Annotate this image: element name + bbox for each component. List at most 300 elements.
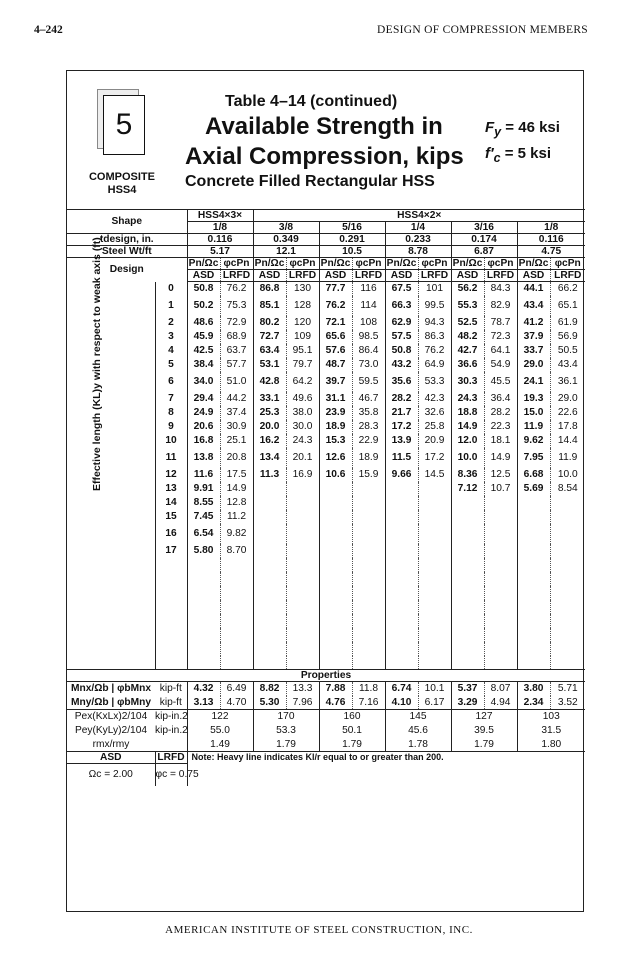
phi-value: φc = 0.75 <box>155 764 187 786</box>
asd-value: 50.8 <box>187 282 220 296</box>
filler-cell <box>220 586 253 600</box>
lrfd-value <box>484 524 517 544</box>
lrfd-value: 78.7 <box>484 316 517 330</box>
filler-cell <box>385 614 418 628</box>
filler-cell <box>187 558 220 572</box>
asd-value: 50.2 <box>187 296 220 316</box>
lrfd-value: 8.54 <box>557 483 578 494</box>
axis-cell <box>67 420 155 434</box>
asd-value: 43.4 <box>517 296 550 316</box>
filler-cell <box>451 586 484 600</box>
filler-cell <box>67 628 155 642</box>
filler-cell <box>67 600 155 614</box>
property2-unit: kip-in.2 <box>155 711 188 723</box>
axis-cell <box>67 448 155 468</box>
running-title: DESIGN OF COMPRESSION MEMBERS <box>377 24 588 36</box>
filler-cell <box>187 656 220 670</box>
asd-value: 24.3 <box>451 392 484 406</box>
property2-label: rmx/rmy <box>92 738 130 750</box>
lrfd-value <box>550 510 585 524</box>
asd-value: 41.2 <box>517 316 550 330</box>
lrfd-value: 116 <box>352 282 385 296</box>
axis-cell <box>67 296 155 316</box>
asd-value <box>517 496 550 510</box>
lrfd-value <box>352 496 385 510</box>
axis-cell <box>67 434 155 448</box>
asd-value <box>451 510 484 524</box>
asd-value: 25.3 <box>253 406 286 420</box>
asd-head: ASD <box>319 270 352 282</box>
lrfd-value: 38.0 <box>286 406 319 420</box>
filler-cell <box>352 600 385 614</box>
lrfd-value: 35.8 <box>352 406 385 420</box>
asd-value: 38.4 <box>187 358 220 372</box>
filler-cell <box>67 572 155 586</box>
axis-cell <box>67 482 155 496</box>
strength-table <box>67 209 585 786</box>
badge-label <box>67 171 177 197</box>
filler-cell <box>385 642 418 656</box>
lrfd-value: 73.0 <box>352 358 385 372</box>
property2-value: 55.0 <box>187 724 253 738</box>
property2-unit <box>155 738 187 752</box>
filler-row <box>67 614 585 628</box>
asd-value: 72.7 <box>253 330 286 344</box>
data-row-kl-16 <box>67 524 585 544</box>
kl-value: 3 <box>155 330 187 344</box>
filler-cell <box>385 628 418 642</box>
asd-value: 28.2 <box>385 392 418 406</box>
lrfd-value: 18.9 <box>352 448 385 468</box>
filler-cell <box>352 572 385 586</box>
asd-value: 56.2 <box>451 282 484 296</box>
group-hss4x3: HSS4×3× <box>187 210 253 222</box>
filler-cell <box>418 656 451 670</box>
lrfd-value: 68.9 <box>220 330 253 344</box>
data-row-kl-2 <box>67 316 585 330</box>
filler-cell <box>286 572 319 586</box>
asd-value: 30.3 <box>451 372 484 392</box>
kl-value: 0 <box>155 282 187 296</box>
asd-value: 24.9 <box>187 406 220 420</box>
lrfd-value <box>286 496 319 510</box>
asd-head: ASD <box>187 270 220 282</box>
lrfd-value: 120 <box>286 316 319 330</box>
steel-wt-2: 10.5 <box>319 246 385 258</box>
asd-value: 14.9 <box>451 420 484 434</box>
lrfd-value: 98.5 <box>352 330 385 344</box>
asd-value: 21.7 <box>385 406 418 420</box>
asd-value <box>385 496 418 510</box>
filler-cell <box>155 586 187 600</box>
asd-value <box>319 482 352 496</box>
lrfd-value <box>286 544 319 558</box>
asd-value: 63.4 <box>253 344 286 358</box>
lrfd-footer: LRFD <box>155 752 187 764</box>
asd-value <box>517 524 550 544</box>
asd-value <box>385 482 418 496</box>
filler-cell <box>517 614 550 628</box>
property2-value: 1.79 <box>451 738 517 752</box>
lrfd-value: 15.9 <box>352 468 385 482</box>
asd-value: 11.6 <box>187 468 220 482</box>
kl-value: 1 <box>155 296 187 316</box>
asd-footer: ASD <box>67 752 155 764</box>
data-row-kl-15 <box>67 510 585 524</box>
lrfd-value: 30.0 <box>286 420 319 434</box>
pn-lrfd-head: φcPn <box>550 258 585 270</box>
filler-cell <box>517 642 550 656</box>
lrfd-value <box>286 524 319 544</box>
pn-asd-head: Pn/Ωc <box>518 258 549 269</box>
kl-value: 12 <box>155 468 187 482</box>
table-number: Table 4–14 (continued) <box>225 93 398 110</box>
lrfd-value <box>418 524 451 544</box>
t-design-1: 0.349 <box>253 234 319 246</box>
steel-wt-1: 12.1 <box>253 246 319 258</box>
filler-cell <box>451 614 484 628</box>
property-label: Mnx/Ωb | φbMnx <box>71 683 151 695</box>
filler-row <box>67 558 585 572</box>
property-value: 2.34 <box>517 696 550 710</box>
badge-label-line1: COMPOSITE <box>88 171 155 183</box>
filler-cell <box>253 642 286 656</box>
group-hss4x2: HSS4×2× <box>253 210 585 222</box>
asd-value: 7.45 <box>187 510 220 524</box>
lrfd-value <box>352 544 385 558</box>
asd-value: 37.9 <box>517 330 550 344</box>
asd-value: 55.3 <box>451 296 484 316</box>
data-row-kl-3 <box>67 330 585 344</box>
axis-cell <box>67 544 155 558</box>
property-value: 13.3 <box>286 682 319 696</box>
lrfd-value: 101 <box>418 282 451 296</box>
fc-text: = 5 ksi <box>504 145 552 162</box>
asd-value: 8.36 <box>451 468 484 482</box>
filler-cell <box>253 614 286 628</box>
filler-cell <box>385 572 418 586</box>
property2-row <box>67 738 585 752</box>
lrfd-value <box>550 524 585 544</box>
data-row-kl-1 <box>67 296 585 316</box>
data-row-kl-6 <box>67 372 585 392</box>
filler-cell <box>220 614 253 628</box>
asd-value: 50.8 <box>385 344 418 358</box>
property2-value: 39.5 <box>451 724 517 738</box>
data-row-kl-7 <box>67 392 585 406</box>
omega-value: Ωc = 2.00 <box>67 764 155 786</box>
asd-value: 16.2 <box>253 434 286 448</box>
property-value: 4.70 <box>220 696 253 710</box>
lrfd-value <box>550 544 585 558</box>
lrfd-value <box>418 544 451 558</box>
lrfd-value: 14.5 <box>418 468 451 482</box>
filler-cell <box>451 656 484 670</box>
filler-cell <box>220 558 253 572</box>
filler-cell <box>286 614 319 628</box>
lrfd-value: 44.2 <box>220 392 253 406</box>
asd-value: 66.3 <box>385 296 418 316</box>
filler-cell <box>484 642 517 656</box>
filler-cell <box>286 628 319 642</box>
property-unit: kip-ft <box>155 696 187 710</box>
lrfd-value: 109 <box>286 330 319 344</box>
kl-value: 9 <box>155 420 187 434</box>
asd-head: ASD <box>517 270 550 282</box>
asd-value: 5.69 <box>517 482 550 496</box>
lrfd-value: 128 <box>286 296 319 316</box>
asd-value: 7.12 <box>451 482 484 496</box>
thickness-3: 1/4 <box>385 222 451 234</box>
lrfd-value: 82.9 <box>484 296 517 316</box>
lrfd-value: 108 <box>352 316 385 330</box>
filler-cell <box>286 656 319 670</box>
lrfd-value: 50.5 <box>557 345 578 356</box>
filler-row <box>67 656 585 670</box>
property-value: 3.13 <box>187 696 220 710</box>
asd-value: 48.7 <box>319 358 352 372</box>
lrfd-value <box>352 510 385 524</box>
property2-row <box>67 710 585 724</box>
property-value: 6.74 <box>385 682 418 696</box>
filler-cell <box>550 642 585 656</box>
lrfd-value: 54.9 <box>484 358 517 372</box>
lrfd-value: 79.7 <box>286 358 319 372</box>
kl-value: 6 <box>155 372 187 392</box>
property-value: 3.29 <box>451 696 484 710</box>
filler-row <box>67 642 585 656</box>
lrfd-head: LRFD <box>220 270 253 282</box>
tdesign-row <box>67 234 585 246</box>
lrfd-value: 18.1 <box>484 434 517 448</box>
properties-label: Properties <box>67 670 585 682</box>
property2-label: Pey(KyLy)2/104 <box>74 725 148 736</box>
asd-value: 9.91 <box>187 482 220 496</box>
data-row-kl-10 <box>67 434 585 448</box>
asd-value: 18.8 <box>451 406 484 420</box>
filler-cell <box>517 656 550 670</box>
asd-value: 16.8 <box>187 434 220 448</box>
thickness-1: 3/8 <box>253 222 319 234</box>
asd-value: 13.9 <box>385 434 418 448</box>
data-row-kl-8 <box>67 406 585 420</box>
lrfd-value <box>418 496 451 510</box>
pn-asd-head: Pn/Ωc <box>254 258 285 269</box>
filler-cell <box>155 614 187 628</box>
asd-value <box>319 544 352 558</box>
asd-value <box>319 510 352 524</box>
lrfd-value <box>352 524 385 544</box>
asd-head: ASD <box>253 270 286 282</box>
lrfd-value <box>286 482 319 496</box>
property-value: 3.52 <box>557 696 578 708</box>
asd-value <box>253 544 286 558</box>
property2-value: 127 <box>451 710 517 724</box>
asd-value: 6.54 <box>187 524 220 544</box>
steel-wt-label: Steel Wt/ft <box>67 246 187 258</box>
asd-value <box>451 496 484 510</box>
lrfd-value: 49.6 <box>286 392 319 406</box>
asd-value <box>253 510 286 524</box>
filler-cell <box>517 600 550 614</box>
pn-lrfd-head: φcPn <box>418 258 451 270</box>
table-subtitle: Concrete Filled Rectangular HSS <box>185 173 435 190</box>
property-row <box>67 696 585 710</box>
asd-value: 18.9 <box>319 420 352 434</box>
asd-value: 19.3 <box>517 392 550 406</box>
lrfd-value <box>550 496 585 510</box>
lrfd-value: 84.3 <box>484 282 517 296</box>
property-value: 4.10 <box>385 696 418 710</box>
filler-cell <box>550 558 585 572</box>
t-design-3: 0.233 <box>385 234 451 246</box>
asd-value <box>253 496 286 510</box>
filler-row <box>67 586 585 600</box>
lrfd-value: 43.4 <box>557 359 578 370</box>
filler-cell <box>484 628 517 642</box>
asd-value: 44.1 <box>517 282 550 296</box>
filler-cell <box>319 642 352 656</box>
filler-cell <box>220 656 253 670</box>
asd-value: 12.6 <box>319 448 352 468</box>
property2-value: 170 <box>253 710 319 724</box>
lrfd-value: 14.9 <box>484 448 517 468</box>
lrfd-value: 10.0 <box>557 469 578 480</box>
t-design-4: 0.174 <box>451 234 517 246</box>
data-row-kl-13 <box>67 482 585 496</box>
data-row-kl-0 <box>67 282 585 296</box>
lrfd-value: 20.1 <box>286 448 319 468</box>
filler-cell <box>517 628 550 642</box>
asd-value: 77.7 <box>319 282 352 296</box>
lrfd-value: 17.2 <box>418 448 451 468</box>
pn-asd-head: Pn/Ωc <box>320 258 351 269</box>
filler-cell <box>319 656 352 670</box>
group-row <box>67 210 585 222</box>
filler-cell <box>517 558 550 572</box>
filler-cell <box>253 656 286 670</box>
property-value: 5.71 <box>557 683 578 695</box>
asd-value: 48.6 <box>187 316 220 330</box>
method-row <box>67 752 585 764</box>
lrfd-value: 22.9 <box>352 434 385 448</box>
asd-value <box>517 510 550 524</box>
lrfd-value: 9.82 <box>220 524 253 544</box>
lrfd-value: 76.2 <box>220 282 253 296</box>
filler-cell <box>352 586 385 600</box>
lrfd-value: 64.1 <box>484 344 517 358</box>
filler-cell <box>517 586 550 600</box>
pn-lrfd-head: φcPn <box>352 258 385 270</box>
pn-lrfd-head: φcPn <box>286 258 319 270</box>
badge-label-line2: HSS4 <box>107 184 137 196</box>
lrfd-head: LRFD <box>352 270 385 282</box>
lrfd-value <box>352 482 385 496</box>
lrfd-value: 53.3 <box>418 372 451 392</box>
lrfd-head: LRFD <box>286 270 319 282</box>
filler-cell <box>550 572 585 586</box>
property-value: 4.32 <box>187 682 220 696</box>
lrfd-value: 130 <box>286 282 319 296</box>
filler-cell <box>484 614 517 628</box>
asd-value: 15.3 <box>319 434 352 448</box>
filler-cell <box>67 656 155 670</box>
asd-value: 11.3 <box>253 468 286 482</box>
lrfd-value: 12.8 <box>220 496 253 510</box>
kl-value: 5 <box>155 358 187 372</box>
filler-cell <box>484 600 517 614</box>
filler-cell <box>220 628 253 642</box>
asd-head: ASD <box>451 270 484 282</box>
property-value: 3.80 <box>517 682 550 696</box>
filler-cell <box>451 642 484 656</box>
property-value: 5.30 <box>253 696 286 710</box>
property-value: 5.37 <box>451 682 484 696</box>
kl-value: 7 <box>155 392 187 406</box>
asd-value: 23.9 <box>319 406 352 420</box>
asd-value: 39.7 <box>319 372 352 392</box>
filler-cell <box>484 558 517 572</box>
lrfd-value: 11.2 <box>220 510 253 524</box>
asd-value <box>319 524 352 544</box>
pn-asd-head: Pn/Ωc <box>452 258 483 269</box>
filler-cell <box>385 558 418 572</box>
fc-value: $f'_c = 5$ ksi <box>485 145 552 165</box>
pn-asd-head: Pn/Ωc <box>188 258 219 269</box>
pn-lrfd-head: φcPn <box>220 258 253 270</box>
asd-head: ASD <box>385 270 418 282</box>
asd-value: 5.80 <box>187 544 220 558</box>
filler-cell <box>67 558 155 572</box>
axis-cell <box>67 358 155 372</box>
lrfd-value: 28.3 <box>352 420 385 434</box>
lrfd-value <box>418 510 451 524</box>
lrfd-value: 63.7 <box>220 344 253 358</box>
asd-value: 20.6 <box>187 420 220 434</box>
asd-value: 36.6 <box>451 358 484 372</box>
asd-value: 42.8 <box>253 372 286 392</box>
property2-row <box>67 724 585 738</box>
property-value: 10.1 <box>418 682 451 696</box>
asd-value: 20.0 <box>253 420 286 434</box>
property-row <box>67 682 585 696</box>
property2-value: 45.6 <box>385 724 451 738</box>
lrfd-head: LRFD <box>418 270 451 282</box>
asd-value: 13.4 <box>253 448 286 468</box>
property2-value: 31.5 <box>541 725 562 736</box>
lrfd-value: 14.4 <box>557 435 578 446</box>
filler-cell <box>155 656 187 670</box>
asd-value: 15.0 <box>517 406 550 420</box>
filler-cell <box>155 600 187 614</box>
asd-value: 24.1 <box>517 372 550 392</box>
data-row-kl-14 <box>67 496 585 510</box>
asd-value: 42.5 <box>187 344 220 358</box>
asd-value: 62.9 <box>385 316 418 330</box>
lrfd-value: 94.3 <box>418 316 451 330</box>
lrfd-value: 64.2 <box>286 372 319 392</box>
asd-value: 34.0 <box>187 372 220 392</box>
kl-value: 13 <box>155 482 187 496</box>
lrfd-value: 29.0 <box>557 393 578 404</box>
lrfd-value <box>484 544 517 558</box>
kl-value: 2 <box>155 316 187 330</box>
filler-cell <box>319 586 352 600</box>
steel-wt-3: 8.78 <box>385 246 451 258</box>
filler-row <box>67 572 585 586</box>
filler-cell <box>253 600 286 614</box>
asd-value: 33.1 <box>253 392 286 406</box>
